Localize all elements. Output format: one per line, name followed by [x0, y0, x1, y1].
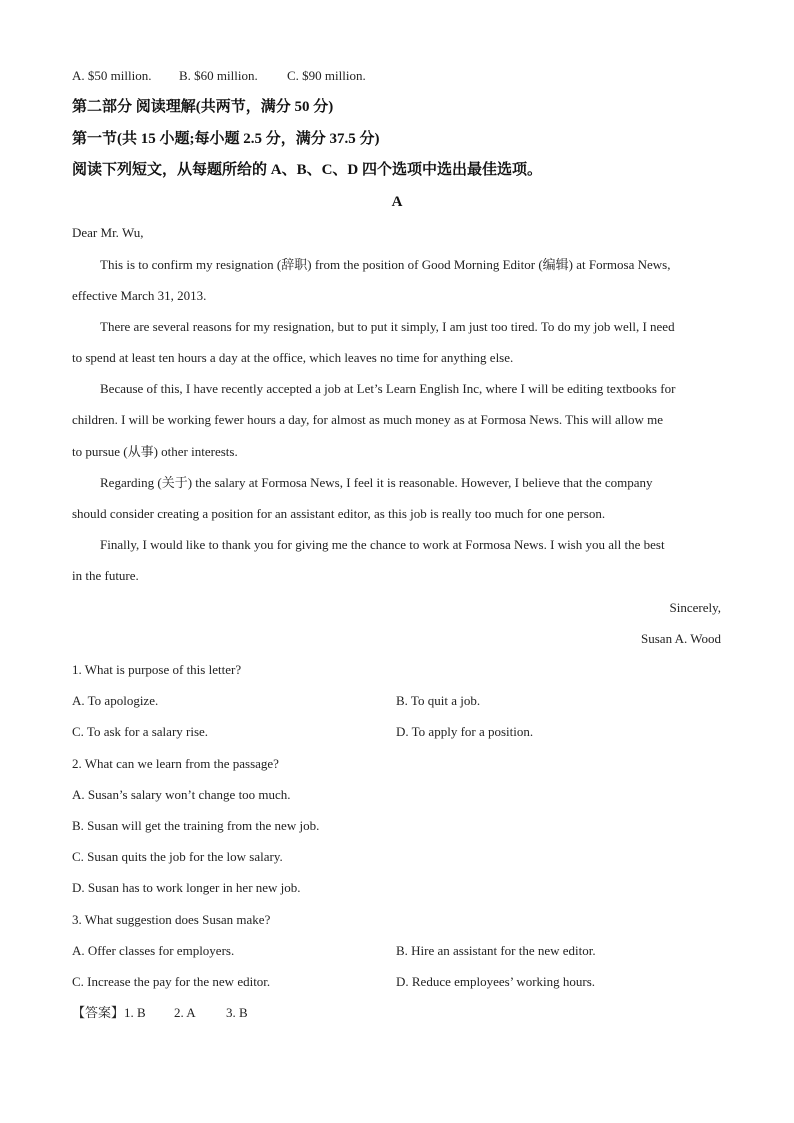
- question-2-option-a: A. Susan’s salary won’t change too much.: [72, 787, 291, 802]
- question-1-option-a: A. To apologize.: [72, 693, 159, 708]
- paragraph-3-line-1: Because of this, I have recently accepted a job at Let’s Learn English Inc, where I will be editing textbooks for: [100, 381, 676, 396]
- previous-question-options: [72, 68, 366, 84]
- question-3-option-d: D. Reduce employees’ working hours.: [396, 974, 596, 989]
- paragraph-4-line-2: should consider creating a position for an assistant editor, as this job is really too much for one person.: [72, 506, 606, 521]
- question-3-option-b: B. Hire an assistant for the new editor.: [396, 943, 596, 958]
- paragraph-3-line-2: children. I will be working fewer hours a day, for almost as much money as at Formosa News. This will allow me: [72, 412, 664, 427]
- option-b: B. $60 million.: [179, 68, 258, 83]
- question-1-option-b: B. To quit a job.: [396, 693, 481, 708]
- option-c: C. $90 million.: [287, 68, 366, 83]
- paragraph-4-line-1: Regarding (关于) the salary at Formosa News, I feel it is reasonable. However, I believe that the company: [100, 475, 653, 490]
- paragraph-5-line-1: Finally, I would like to thank you for giving me the chance to work at Formosa News. I wish you all the best: [100, 537, 665, 552]
- signature: Susan A. Wood: [641, 631, 721, 646]
- question-3-option-c: C. Increase the pay for the new editor.: [72, 974, 271, 989]
- question-2-option-b: B. Susan will get the training from the new job.: [72, 818, 320, 833]
- passage-letter: A: [391, 194, 403, 210]
- question-3-option-a: A. Offer classes for employers.: [72, 943, 235, 958]
- closing: Sincerely,: [669, 600, 721, 615]
- part-heading: 第二部分 阅读理解(共两节，满分 50 分): [72, 99, 334, 115]
- paragraph-1-line-2: effective March 31, 2013.: [72, 288, 207, 303]
- instruction: 阅读下列短文，从每题所给的 A、B、C、D 四个选项中选出最佳选项。: [72, 162, 543, 178]
- question-2-option-d: D. Susan has to work longer in her new job.: [72, 880, 301, 895]
- question-1: 1. What is purpose of this letter?: [72, 662, 242, 677]
- answer-1: 1. B: [124, 1005, 146, 1020]
- salutation: Dear Mr. Wu,: [72, 225, 144, 240]
- question-2-option-c: C. Susan quits the job for the low salary.: [72, 849, 283, 864]
- answer-3: 3. B: [226, 1005, 248, 1020]
- option-a: A. $50 million.: [72, 68, 152, 83]
- section-heading: 第一节(共 15 小题;每小题 2.5 分，满分 37.5 分): [72, 131, 380, 147]
- answer-label: 【答案】: [72, 1005, 125, 1020]
- answer-2: 2. A: [174, 1005, 196, 1020]
- paragraph-2-line-1: There are several reasons for my resignation, but to put it simply, I am just too tired. To do my job well, I need: [100, 319, 675, 334]
- answer-line: [72, 1005, 248, 1021]
- question-3: 3. What suggestion does Susan make?: [72, 912, 271, 927]
- question-1-option-c: C. To ask for a salary rise.: [72, 724, 209, 739]
- question-1-option-d: D. To apply for a position.: [396, 724, 534, 739]
- paragraph-2-line-2: to spend at least ten hours a day at the office, which leaves no time for anything else.: [72, 350, 514, 365]
- paragraph-5-line-2: in the future.: [72, 568, 139, 583]
- paragraph-3-line-3: to pursue (从事) other interests.: [72, 444, 238, 459]
- question-2: 2. What can we learn from the passage?: [72, 756, 279, 771]
- paragraph-1-line-1: This is to confirm my resignation (辞职) from the position of Good Morning Editor (编辑) at Formosa News,: [100, 257, 671, 272]
